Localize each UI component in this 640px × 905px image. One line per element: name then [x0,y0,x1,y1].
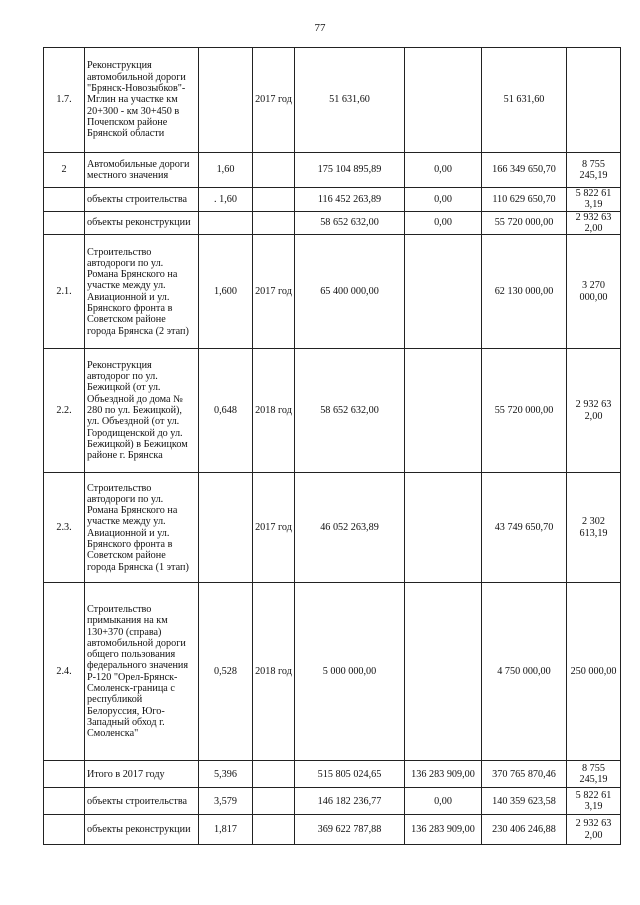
total-amount: 51 631,60 [295,48,405,153]
federal-amount: 0,00 [405,211,482,235]
local-amount: 8 755 245,19 [567,761,621,788]
row-number: 2.3. [44,473,85,583]
table-row [44,473,621,583]
table-row [44,211,621,235]
page-number: 77 [314,22,326,34]
table-row [44,815,621,845]
length-km: 1,600 [199,235,253,349]
row-number [44,788,85,815]
row-number [44,761,85,788]
year [253,815,295,845]
item-name: Реконструкция автомобильной дороги "Брянск-Новозыбков"-Мглин на участке км 20+300 - км 30+450 в Почепском районе Брянской области [85,48,199,153]
total-amount: 65 400 000,00 [295,235,405,349]
item-name: Строительство автодороги по ул. Романа Брянского на участке между ул. Авиационной и ул. Брянского фронта в Советском районе города Брянска (2 этап) [85,235,199,349]
length-km: . 1,60 [199,188,253,212]
total-amount: 146 182 236,77 [295,788,405,815]
total-amount: 369 622 787,88 [295,815,405,845]
row-number [44,211,85,235]
year: 2017 год [253,48,295,153]
length-km: 0,648 [199,349,253,473]
regional-amount: 55 720 000,00 [482,349,567,473]
item-name: Реконструкция автодорог по ул. Бежицкой (от ул. Объездной до дома № 280 по ул. Бежицкой), ул. Объездной (от ул. Городищенской до ул. Бежицкой) в Бежицком районе г. Брянска [85,349,199,473]
regional-amount: 166 349 650,70 [482,153,567,188]
federal-amount: 0,00 [405,788,482,815]
regional-amount: 62 130 000,00 [482,235,567,349]
row-number: 2.2. [44,349,85,473]
federal-amount: 0,00 [405,188,482,212]
local-amount: 2 932 63 2,00 [567,815,621,845]
regional-amount: 140 359 623,58 [482,788,567,815]
row-number [44,188,85,212]
year [253,211,295,235]
length-km: 3,579 [199,788,253,815]
federal-amount: 0,00 [405,153,482,188]
length-km: 0,528 [199,583,253,761]
federal-amount [405,473,482,583]
item-name: Итого в 2017 году [85,761,199,788]
federal-amount [405,48,482,153]
year: 2017 год [253,235,295,349]
length-km [199,48,253,153]
local-amount: 5 822 61 3,19 [567,788,621,815]
regional-amount: 230 406 246,88 [482,815,567,845]
local-amount: 2 932 63 2,00 [567,211,621,235]
regional-amount: 370 765 870,46 [482,761,567,788]
row-number: 2.4. [44,583,85,761]
year [253,188,295,212]
local-amount [567,48,621,153]
row-number: 2 [44,153,85,188]
regional-amount: 4 750 000,00 [482,583,567,761]
item-name: Строительство примыкания на км 130+370 (справа) автомобильной дороги общего пользования федерального значения Р-120 "Орел-Брянск-Смоленск-граница с республикой Белоруссия, Юго-Западный обход г. Смоленска" [85,583,199,761]
table-row [44,761,621,788]
length-km [199,211,253,235]
length-km: 1,817 [199,815,253,845]
total-amount: 175 104 895,89 [295,153,405,188]
total-amount: 515 805 024,65 [295,761,405,788]
item-name: объекты реконструкции [85,815,199,845]
federal-amount [405,349,482,473]
length-km: 1,60 [199,153,253,188]
table-row [44,48,621,153]
total-amount: 58 652 632,00 [295,349,405,473]
length-km [199,473,253,583]
item-name: объекты строительства [85,788,199,815]
row-number: 2.1. [44,235,85,349]
year: 2018 год [253,583,295,761]
federal-amount: 136 283 909,00 [405,761,482,788]
federal-amount: 136 283 909,00 [405,815,482,845]
total-amount: 5 000 000,00 [295,583,405,761]
local-amount: 250 000,00 [567,583,621,761]
row-number [44,815,85,845]
year [253,761,295,788]
federal-amount [405,235,482,349]
table-row [44,788,621,815]
item-name: объекты строительства [85,188,199,212]
budget-table [43,47,621,845]
row-number: 1.7. [44,48,85,153]
total-amount: 116 452 263,89 [295,188,405,212]
local-amount: 3 270 000,00 [567,235,621,349]
total-amount: 58 652 632,00 [295,211,405,235]
federal-amount [405,583,482,761]
year [253,788,295,815]
regional-amount: 55 720 000,00 [482,211,567,235]
item-name: Автомобильные дороги местного значения [85,153,199,188]
table-row [44,349,621,473]
local-amount: 2 302 613,19 [567,473,621,583]
local-amount: 5 822 61 3,19 [567,188,621,212]
table-row [44,153,621,188]
local-amount: 8 755 245,19 [567,153,621,188]
table-row [44,188,621,212]
regional-amount: 43 749 650,70 [482,473,567,583]
item-name: Строительство автодороги по ул. Романа Брянского на участке между ул. Авиационной и ул. Брянского фронта в Советском районе города Брянска (1 этап) [85,473,199,583]
year: 2018 год [253,349,295,473]
item-name: объекты реконструкции [85,211,199,235]
year: 2017 год [253,473,295,583]
regional-amount: 51 631,60 [482,48,567,153]
length-km: 5,396 [199,761,253,788]
regional-amount: 110 629 650,70 [482,188,567,212]
table-row [44,235,621,349]
table-row [44,583,621,761]
local-amount: 2 932 63 2,00 [567,349,621,473]
total-amount: 46 052 263,89 [295,473,405,583]
year [253,153,295,188]
